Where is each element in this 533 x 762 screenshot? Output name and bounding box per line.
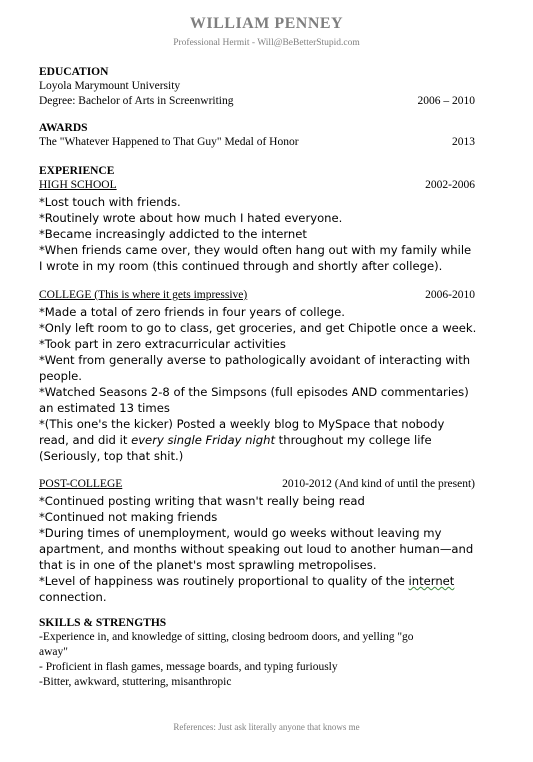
- list-item: [39, 432, 479, 448]
- happiness-line-pre: *Level of happiness was routinely proportional to quality of the: [39, 574, 409, 588]
- award-year: 2013: [452, 136, 475, 148]
- college-dates: 2006-2010: [425, 289, 475, 301]
- list-item: *Made a total of zero friends in four years of college.: [39, 305, 345, 319]
- education-degree-row: [39, 94, 479, 109]
- post-college-section: [39, 477, 479, 605]
- education-degree: Degree: Bachelor of Arts in Screenwriting: [39, 95, 234, 107]
- list-item: -Bitter, awkward, stuttering, misanthropic: [39, 676, 232, 688]
- awards-section: [39, 121, 479, 150]
- list-item: (Seriously, top that shit.): [39, 449, 184, 463]
- list-item: -Experience in, and knowledge of sitting, closing bedroom doors, and yelling "go: [39, 631, 414, 643]
- list-item: people.: [39, 369, 82, 383]
- list-item: - Proficient in flash games, message boards, and typing furiously: [39, 661, 338, 673]
- list-item: away": [39, 646, 68, 658]
- list-item: *Routinely wrote about how much I hated everyone.: [39, 211, 343, 225]
- list-item: *Lost touch with friends.: [39, 195, 181, 209]
- college-row: [39, 288, 479, 303]
- college-label: COLLEGE (This is where it gets impressive): [39, 289, 248, 301]
- education-dates: 2006 – 2010: [417, 95, 475, 107]
- post-college-label: POST-COLLEGE: [39, 478, 123, 490]
- award-name: The "Whatever Happened to That Guy" Medal of Honor: [39, 136, 299, 148]
- list-item: *During times of unemployment, would go weeks without leaving my: [39, 526, 442, 540]
- list-item: that is in one of the planet's most sprawling metropolises.: [39, 558, 377, 572]
- skills-list: [39, 630, 479, 690]
- italic-line-pre: read, and did it: [39, 433, 132, 447]
- college-section: [39, 288, 479, 464]
- resume-name: WILLIAM PENNEY: [189, 15, 344, 32]
- education-school: Loyola Marymount University: [39, 80, 181, 92]
- list-item: *Continued posting writing that wasn't really being read: [39, 494, 365, 508]
- high-school-dates: 2002-2006: [425, 179, 475, 191]
- list-item: an estimated 13 times: [39, 401, 170, 415]
- list-item: *Became increasingly addicted to the internet: [39, 227, 307, 241]
- experience-heading: EXPERIENCE: [39, 165, 115, 177]
- list-item: I wrote in my room (this continued through and shortly after college).: [39, 259, 443, 273]
- high-school-row: [39, 178, 479, 193]
- high-school-bullets: [39, 194, 479, 274]
- awards-heading: AWARDS: [39, 122, 88, 134]
- list-item: *Watched Seasons 2-8 of the Simpsons (full episodes AND commentaries): [39, 385, 469, 399]
- resume-subtitle: Professional Hermit - Will@BeBetterStupid.com: [173, 38, 360, 48]
- references-footer: References: Just ask literally anyone that knows me: [173, 722, 360, 732]
- list-item: *Continued not making friends: [39, 510, 218, 524]
- award-row: [39, 135, 479, 150]
- education-section: [39, 65, 479, 109]
- education-heading: EDUCATION: [39, 66, 109, 78]
- skills-heading: SKILLS & STRENGTHS: [39, 617, 167, 629]
- list-item: *Went from generally averse to pathologically avoidant of interacting with: [39, 353, 471, 367]
- list-item: [39, 573, 479, 589]
- list-item: *When friends came over, they would often hang out with my family while: [39, 243, 472, 257]
- list-item: *Only left room to go to class, get groceries, and get Chipotle once a week.: [39, 321, 477, 335]
- skills-section: [39, 616, 479, 690]
- high-school-label: HIGH SCHOOL: [39, 179, 117, 191]
- spellcheck-word: internet: [408, 574, 455, 588]
- experience-section: [39, 164, 479, 274]
- post-college-row: [39, 477, 479, 492]
- italic-line-post: throughout my college life: [275, 433, 432, 447]
- list-item: connection.: [39, 590, 107, 604]
- college-bullets: [39, 304, 479, 464]
- list-item: *(This one's the kicker) Posted a weekly blog to MySpace that nobody: [39, 417, 445, 431]
- post-college-bullets: [39, 493, 479, 605]
- italic-phrase: every single Friday night: [131, 433, 275, 447]
- list-item: apartment, and months without speaking out loud to another human—and: [39, 542, 474, 556]
- list-item: *Took part in zero extracurricular activities: [39, 337, 286, 351]
- post-college-dates: 2010-2012 (And kind of until the present): [282, 478, 475, 490]
